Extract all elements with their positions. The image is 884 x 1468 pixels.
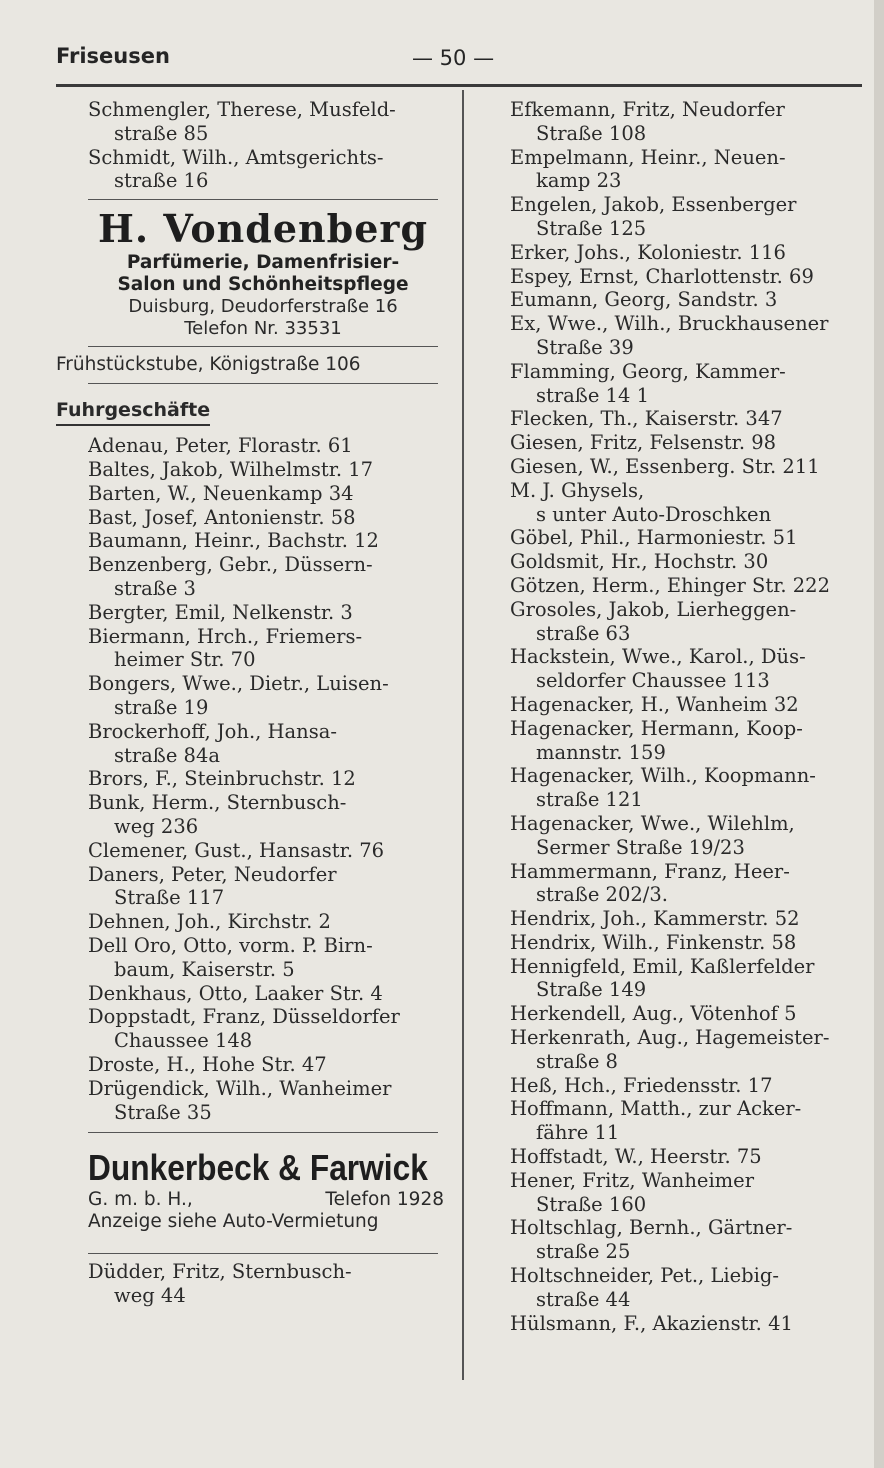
entry-line: Düdder, Fritz, Sternbusch- <box>88 1260 352 1284</box>
directory-entry <box>88 1005 448 1053</box>
entry-continuation: straße 202/3. <box>536 883 668 907</box>
entry-line: Doppstadt, Franz, Düsseldorfer <box>88 1005 400 1029</box>
entry-line: Hagenacker, Wilh., Koopmann- <box>510 764 816 788</box>
directory-entry <box>510 1169 870 1217</box>
entry-line: Hendrix, Wilh., Finkenstr. 58 <box>510 930 797 954</box>
entry-continuation: Straße 125 <box>536 216 647 240</box>
entry-line: Empelmann, Heinr., Neuen- <box>510 145 786 169</box>
directory-entry <box>88 720 448 768</box>
entry-continuation: kamp 23 <box>536 169 622 193</box>
directory-entry <box>88 1077 448 1125</box>
left-bottom-entries <box>88 1260 448 1308</box>
entry-continuation: Straße 108 <box>536 121 647 145</box>
entry-line: Biermann, Hrch., Friemers- <box>88 624 363 648</box>
right-entries <box>510 98 870 1335</box>
entry-continuation: s unter Auto-Droschken <box>536 502 772 526</box>
directory-entry <box>510 1002 870 1026</box>
directory-entry <box>510 645 870 693</box>
separator <box>88 346 438 347</box>
directory-entry <box>510 455 870 479</box>
entry-line: Eumann, Georg, Sandstr. 3 <box>510 288 778 312</box>
directory-entry <box>510 526 870 550</box>
ad-dunkerbeck-company: G. m. b. H., <box>88 1189 193 1211</box>
separator <box>88 199 438 200</box>
page-edge-shadow <box>874 0 884 1468</box>
entry-continuation: weg 236 <box>114 814 199 838</box>
fruehstueck-entry: Frühstückstube, Königstraße 106 <box>56 354 361 376</box>
directory-entry <box>88 863 448 911</box>
entry-line: Daners, Peter, Neudorfer <box>88 862 337 886</box>
entry-line: Clemener, Gust., Hansastr. 76 <box>88 838 385 862</box>
ad-vondenberg-phone: Telefon Nr. 33531 <box>184 318 342 340</box>
entry-line: Brockerhoff, Joh., Hansa- <box>88 719 337 743</box>
directory-entry <box>510 764 870 812</box>
directory-entry <box>510 1264 870 1312</box>
entry-line: Efkemann, Fritz, Neudorfer <box>510 98 785 121</box>
entry-line: Hagenacker, Hermann, Koop- <box>510 716 803 740</box>
entry-line: Götzen, Herm., Ehinger Str. 222 <box>510 573 830 597</box>
directory-entry <box>88 791 448 839</box>
directory-entry <box>88 1260 448 1308</box>
directory-entry <box>88 934 448 982</box>
entry-line: M. J. Ghysels, <box>510 478 645 502</box>
entry-line: Herkendell, Aug., Vötenhof 5 <box>510 1002 797 1026</box>
entry-line: Hagenacker, Wwe., Wilehlm, <box>510 811 795 835</box>
entry-continuation: Sermer Straße 19/23 <box>536 835 745 859</box>
entry-continuation: mannstr. 159 <box>536 740 666 764</box>
directory-entry <box>88 434 448 458</box>
separator <box>88 1253 438 1254</box>
entry-continuation: Straße 160 <box>536 1192 647 1216</box>
entry-line: Flecken, Th., Kaiserstr. 347 <box>510 407 783 431</box>
entry-line: Holtschneider, Pet., Liebig- <box>510 1264 779 1288</box>
entry-line: Bast, Josef, Antonienstr. 58 <box>88 505 356 529</box>
directory-entry <box>510 598 870 646</box>
entry-continuation: straße 25 <box>536 1240 631 1264</box>
entry-line: Barten, W., Neuenkamp 34 <box>88 481 354 505</box>
directory-entry <box>510 907 870 931</box>
entry-continuation: Straße 39 <box>536 335 634 359</box>
entry-continuation: Straße 117 <box>114 886 225 910</box>
entry-line: Baltes, Jakob, Wilhelmstr. 17 <box>88 457 374 481</box>
directory-entry <box>88 1053 448 1077</box>
entry-line: Hener, Fritz, Wanheimer <box>510 1168 755 1192</box>
directory-entry <box>510 931 870 955</box>
directory-entry <box>88 672 448 720</box>
section-title: Fuhrgeschäfte <box>56 398 210 426</box>
ad-vondenberg-line2: Salon und Schönheitspflege <box>117 274 409 296</box>
entry-line: Bongers, Wwe., Dietr., Luisen- <box>88 672 389 696</box>
directory-entry <box>510 717 870 765</box>
entry-continuation: Straße 149 <box>536 978 647 1002</box>
entry-line: Herkenrath, Aug., Hagemeister- <box>510 1026 830 1050</box>
entry-line: Dehnen, Joh., Kirchstr. 2 <box>88 910 331 934</box>
directory-entry <box>510 407 870 431</box>
entry-continuation: baum, Kaiserstr. 5 <box>114 957 295 981</box>
entry-line: Goldsmit, Hr., Hochstr. 30 <box>510 550 769 574</box>
entry-line: Bergter, Emil, Nelkenstr. 3 <box>88 600 353 624</box>
left-entries <box>88 434 448 1124</box>
directory-entry <box>88 767 448 791</box>
directory-entry <box>510 1074 870 1098</box>
directory-entry <box>510 574 870 598</box>
entry-line: Grosoles, Jakob, Lierheggen- <box>510 597 797 621</box>
directory-entry <box>510 1026 870 1074</box>
directory-entry <box>510 860 870 908</box>
separator <box>88 383 438 384</box>
directory-entry <box>510 1216 870 1264</box>
entry-line: Schmengler, Therese, Musfeld- <box>88 98 396 121</box>
ad-dunkerbeck <box>88 1147 448 1233</box>
entry-line: Giesen, W., Essenberg. Str. 211 <box>510 454 820 478</box>
entry-continuation: straße 19 <box>114 695 209 719</box>
separator <box>88 1132 438 1133</box>
page-number: — 50 — <box>412 46 495 70</box>
entry-line: Adenau, Peter, Florastr. 61 <box>88 434 353 458</box>
column-divider <box>462 90 464 1380</box>
entry-line: Engelen, Jakob, Essenberger <box>510 193 797 217</box>
ad-vondenberg-address: Duisburg, Deudorferstraße 16 <box>128 296 398 318</box>
directory-entry <box>88 553 448 601</box>
directory-entry <box>88 529 448 553</box>
entry-line: Drügendick, Wilh., Wanheimer <box>88 1076 392 1100</box>
directory-entry <box>510 265 870 289</box>
entry-line: Dell Oro, Otto, vorm. P. Birn- <box>88 933 373 957</box>
entry-continuation: straße 44 <box>536 1287 631 1311</box>
entry-line: Hackstein, Wwe., Karol., Düs- <box>510 645 806 669</box>
ad-vondenberg-name: H. Vondenberg <box>97 206 429 252</box>
directory-entry <box>88 458 448 482</box>
directory-entry <box>510 193 870 241</box>
directory-entry <box>510 312 870 360</box>
entry-continuation: seldorfer Chaussee 113 <box>536 669 770 693</box>
entry-continuation: straße 3 <box>114 576 196 600</box>
directory-entry <box>88 506 448 530</box>
directory-entry <box>510 360 870 408</box>
entry-line: Schmidt, Wilh., Amtsgerichts- <box>88 145 384 169</box>
entry-line: Hagenacker, H., Wanheim 32 <box>510 692 799 716</box>
directory-entry <box>88 98 448 146</box>
entry-continuation: Straße 35 <box>114 1100 212 1124</box>
directory-entry <box>510 288 870 312</box>
directory-entry <box>510 146 870 194</box>
directory-entry <box>88 910 448 934</box>
entry-continuation: straße 8 <box>536 1049 618 1073</box>
ad-dunkerbeck-phone: Telefon 1928 <box>325 1189 444 1211</box>
directory-entry <box>88 839 448 863</box>
directory-entry <box>88 982 448 1006</box>
entry-line: Benzenberg, Gebr., Düssern- <box>88 553 373 577</box>
entry-continuation: straße 84a <box>114 743 220 767</box>
ad-vondenberg <box>88 206 448 340</box>
entry-continuation: straße 121 <box>536 788 643 812</box>
directory-entry <box>510 1145 870 1169</box>
ad-vondenberg-line1: Parfümerie, Damenfrisier- <box>126 252 400 274</box>
entry-line: Bunk, Herm., Sternbusch- <box>88 791 347 815</box>
directory-entry <box>510 812 870 860</box>
right-column <box>510 98 870 1335</box>
entry-continuation: Chaussee 148 <box>114 1029 253 1053</box>
entry-continuation: weg 44 <box>114 1284 186 1308</box>
entry-continuation: straße 16 <box>114 169 209 193</box>
entry-line: Giesen, Fritz, Felsenstr. 98 <box>510 431 777 455</box>
directory-entry <box>510 479 870 527</box>
entry-line: Göbel, Phil., Harmoniestr. 51 <box>510 526 798 550</box>
ad-dunkerbeck-name: Dunkerbeck & Farwick <box>88 1147 428 1189</box>
directory-entry <box>510 955 870 1003</box>
directory-entry <box>510 241 870 265</box>
directory-entry <box>88 625 448 673</box>
entry-line: Hendrix, Joh., Kammerstr. 52 <box>510 907 800 931</box>
page-header-section: Friseusen <box>56 44 170 68</box>
entry-line: Hammermann, Franz, Heer- <box>510 859 790 883</box>
entry-line: Baumann, Heinr., Bachstr. 12 <box>88 529 379 553</box>
directory-entry <box>88 146 448 194</box>
directory-entry <box>510 1312 870 1336</box>
entry-continuation: fähre 11 <box>536 1121 620 1145</box>
directory-entry <box>510 1097 870 1145</box>
left-top-entries <box>88 98 448 193</box>
directory-entry <box>88 482 448 506</box>
entry-line: Flamming, Georg, Kammer- <box>510 359 786 383</box>
entry-line: Ex, Wwe., Wilh., Bruckhausener <box>510 312 829 336</box>
entry-continuation: straße 63 <box>536 621 631 645</box>
entry-line: Hülsmann, F., Akazienstr. 41 <box>510 1311 793 1335</box>
entry-continuation: straße 14 1 <box>536 383 649 407</box>
entry-line: Hoffstadt, W., Heerstr. 75 <box>510 1145 762 1169</box>
entry-line: Hennigfeld, Emil, Kaßlerfelder <box>510 954 815 978</box>
entry-line: Erker, Johs., Koloniestr. 116 <box>510 240 786 264</box>
entry-line: Heß, Hch., Friedensstr. 17 <box>510 1073 773 1097</box>
header-rule <box>56 84 862 87</box>
left-column <box>56 98 448 1308</box>
entry-line: Hoffmann, Matth., zur Acker- <box>510 1097 802 1121</box>
ad-dunkerbeck-note: Anzeige siehe Auto-Vermietung <box>88 1211 379 1233</box>
entry-continuation: heimer Str. 70 <box>114 648 256 672</box>
entry-line: Denkhaus, Otto, Laaker Str. 4 <box>88 981 383 1005</box>
directory-entry <box>510 693 870 717</box>
entry-line: Holtschlag, Bernh., Gärtner- <box>510 1216 793 1240</box>
directory-entry <box>510 550 870 574</box>
directory-entry <box>510 431 870 455</box>
directory-entry <box>88 601 448 625</box>
directory-entry <box>510 98 870 146</box>
entry-line: Brors, F., Steinbruchstr. 12 <box>88 767 356 791</box>
entry-line: Droste, H., Hohe Str. 47 <box>88 1052 327 1076</box>
ad-dunkerbeck-row <box>88 1189 448 1211</box>
entry-continuation: straße 85 <box>114 121 209 145</box>
entry-line: Espey, Ernst, Charlottenstr. 69 <box>510 264 814 288</box>
